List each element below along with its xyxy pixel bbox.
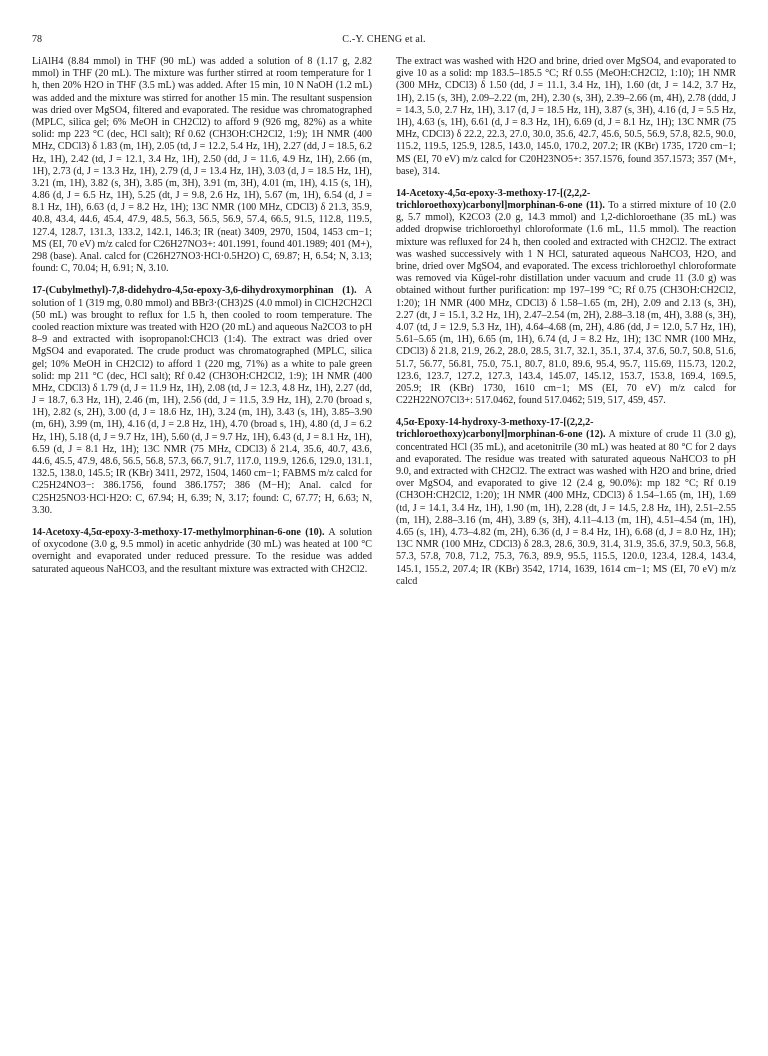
paragraph <box>32 527 372 576</box>
paragraph <box>32 56 372 275</box>
page-number: 78 <box>32 34 42 45</box>
running-head: C.-Y. CHENG et al. <box>342 34 426 45</box>
paragraph-text: A solution of 1 (319 mg, 0.80 mmol) and BBr3·(CH3)2S (4.0 mmol) in ClCH2CH2Cl (50 mL) was brought to reflux for 1.5 h, then cooled to room temperature. The cooled reaction mixture was treated with H2O (20 mL) and aqueous Na2CO3 to pH 8–9 and extracted with isopropanol:CHCl3 (1:4). The extract was dried over MgSO4 and evaporated. The crude product was chromatographed (MPLC, silica gel; 10% MeOH in CH2Cl2) to afford 1 (220 mg, 71%) as a white to pale green solid: mp 211 °C (dec, HCl salt); Rf 0.42 (CH3OH:CH2Cl2, 1:9); 1H NMR (400 MHz, CDCl3) δ 1.79 (d, J = 11.9 Hz, 1H), 2.08 (td, J = 12.3, 4.8 Hz, 1H), 2.27 (dd, J = 18.7, 6.3 Hz, 1H), 2.46 (m, 1H), 2.56 (dd, J = 11.5, 3.9 Hz, 1H), 2.70 (broad s, 1H), 2.82 (s, 2H), 3.00 (d, J = 18.6 Hz, 1H), 3.24 (m, 1H), 3.43 (s, 1H), 3.85–3.90 (m, 6H), 3.99 (m, 1H), 4.16 (d, J = 2.8 Hz, 1H), 4.70 (broad s, 1H), 4.80 (d, J = 6.2 Hz, 1H), 5.18 (d, J = 9.7 Hz, 1H), 5.60 (d, J = 9.7 Hz, 1H), 6.43 (d, J = 8.1 Hz, 1H), 6.59 (d, J = 8.1 Hz, 1H); 13C NMR (75 MHz, CDCl3) δ 21.4, 35.6, 40.7, 43.6, 44.6, 45.5, 47.9, 48.6, 56.5, 56.8, 57.3, 66.7, 91.7, 117.0, 119.9, 126.6, 129.0, 131.1, 132.5, 138.0, 145.5; IR (KBr) 3411, 2972, 1504, 1460 cm−1; FABMS m/z calcd for C25H24NO3−: 386.1756, found 386.1757; 386 (M−H); Anal. calcd for C25H25NO3·HCl·H2O: C, 67.94; H, 6.39; N, 3.17; found: C, 67.77; H, 6.63; N, 3.30. <box>32 285 373 516</box>
paragraph-text: The extract was washed with H2O and brine, dried over MgSO4, and evaporated to give 10 as a solid: mp 183.5–185.5 °C; Rf 0.55 (MeOH:CH2Cl2, 1:10); 1H NMR (300 MHz, CDCl3) δ 1.50 (dd, J = 11.1, 3.4 Hz, 1H), 1.60 (dt, J = 14.2, 3.7 Hz, 1H), 2.15 (s, 3H), 2.09–2.22 (m, 2H), 2.30 (s, 3H), 2.39–2.66 (m, 4H), 2.78 (ddd, J = 14.3, 5.0, 2.7 Hz, 1H), 3.17 (d, J = 18.5 Hz, 1H), 3.87 (s, 3H), 4.16 (d, J = 5.5 Hz, 1H), 4.63 (s, 1H), 6.61 (d, J = 8.3 Hz, 1H), 6.69 (d, J = 8.1 Hz, 1H); 13C NMR (75 MHz, CDCl3) δ 22.2, 22.3, 27.0, 30.0, 35.6, 42.7, 45.6, 50.5, 56.9, 57.8, 82.5, 90.0, 115.2, 119.5, 125.9, 128.5, 143.0, 145.0, 170.2, 207.2; IR (KBr) 1735, 1720 cm−1; MS (EI, 70 eV) m/z calcd for C20H23NO5+: 357.1576, found 357.1573; 357 (M+, base), 314. <box>396 56 736 177</box>
compound-heading: 4,5α-Epoxy-14-hydroxy-3-methoxy-17-[(2,2,2-trichloroethoxy)carbonyl]morphinan-6-one (12). <box>396 417 606 441</box>
compound-heading: 14-Acetoxy-4,5α-epoxy-3-methoxy-17-[(2,2,2-trichloroethoxy)carbonyl]morphinan-6-one (11). <box>396 187 605 212</box>
paragraph-text: A mixture of crude 11 (3.0 g), concentrated HCl (35 mL), and acetonitrile (30 mL) was heated at 80 °C for 2 days and evaporated. The residue was treated with saturated aqueous NaHCO3 to pH 9.0, and extracted with CH2Cl2. The extract was washed with H2O and brine, dried over MgSO4, and evaporated to give 12 (2.4 g, 90.0%): mp 182 °C; Rf 0.19 (CH3OH:CH2Cl2, 1:20); 1H NMR (400 MHz, CDCl3) δ 1.54–1.65 (m, 1H), 1.69 (td, J = 14.1, 3.4 Hz, 1H), 1.90 (m, 1H), 2.28 (dt, J = 14.5, 2.8 Hz, 1H), 2.51–2.55 (m, 1H), 2.88–3.16 (m, 4H), 3.89 (s, 3H), 4.11–4.13 (m, 1H), 4.51–4.54 (m, 1H), 4.65 (s, 1H), 4.73–4.82 (m, 2H), 6.36 (d, J = 8.4 Hz, 1H), 6.68 (d, J = 8.0 Hz, 1H); 13C NMR (100 MHz, CDCl3) δ 28.3, 28.6, 30.9, 31.4, 31.9, 35.6, 37.9, 50.3, 56.8, 57.3, 57.8, 70.8, 71.2, 75.3, 76.3, 89.9, 95.5, 115.5, 120.0, 123.4, 128.4, 143.4, 145.1, 155.2, 207.4; IR (KBr) 3542, 1714, 1639, 1614 cm−1; MS (EI, 70 eV) m/z calcd <box>396 429 736 587</box>
paragraph <box>396 56 736 178</box>
compound-heading: 17-(Cubylmethyl)-7,8-didehydro-4,5α-epoxy-3,6-dihydroxymorphinan (1). <box>32 285 357 297</box>
left-column <box>32 56 372 576</box>
paragraph-text: A solution of oxycodone (3.0 g, 9.5 mmol) in acetic anhydride (30 mL) was heated at 100 °C overnight and evaporated under reduced pressure. To the residue was added saturated aqueous NaHCO3, and the resultant mixture was extracted with CH2Cl2. <box>32 526 373 575</box>
paragraph <box>396 417 736 588</box>
paragraph-text: To a stirred mixture of 10 (2.0 g, 5.7 mmol), K2CO3 (2.0 g, 14.3 mmol) and 1,2-dichloroethane (35 mL) was added dropwise trichloroethyl chloroformate (1.6 mL, 11.5 mmol). The reaction mixture was refluxed for 24 h, then cooled and extracted with CH2Cl2. The extract was washed successively with 1 N HCl, saturated aqueous NaHCO3, H2O, and brine, dried over MgSO4, and evaporated. The excess trichloroethyl chloroformate was removed via Kügel-rohr distillation under vacuum and crude 11 (3.0 g) was obtained without further purification: mp 197–199 °C; Rf 0.75 (CH3OH:CH2Cl2, 1:20); 1H NMR (400 MHz, CDCl3) δ 1.58–1.65 (m, 2H), 2.09 and 2.13 (s, 3H), 2.27 (dt, J = 15.1, 3.2 Hz, 1H), 2.47–2.54 (m, 2H), 2.88–3.18 (m, 4H), 3.88 (s, 3H), 4.07 (td, J = 12.9, 5.3 Hz, 1H), 4.64–4.68 (m, 2H), 4.86 (dd, J = 12.0, 5.7 Hz, 1H), 5.61–5.65 (m, 1H), 6.65 (m, 1H), 6.74 (d, J = 8.2 Hz, 1H); 13C NMR (100 MHz, CDCl3) δ 21.8, 21.9, 26.2, 28.0, 28.5, 31.7, 32.1, 35.1, 37.4, 37.6, 50.7, 50.8, 51.6, 51.7, 56.77, 56.81, 75.0, 75.1, 80.7, 81.0, 89.6, 95.4, 95.7, 115.69, 115.73, 120.2, 123.6, 123.7, 127.2, 127.3, 143.4, 145.07, 145.12, 153.7, 153.8, 169.4, 169.5, 205.9; IR (KBr) 1730, 1610 cm−1; MS (EI, 70 eV) m/z calcd for C22H22NO7Cl3+: 517.0462, found 517.0462; 519, 517, 459, 457. <box>396 200 737 407</box>
paragraph-text: LiAlH4 (8.84 mmol) in THF (90 mL) was added a solution of 8 (1.17 g, 2.82 mmol) in THF (20 mL). The mixture was further stirred at room temperature for 1 h, then 20% H2O in THF (3.5 mL) was added. After 15 min, 10 N NaOH (1.2 mL) was added and the mixture was stirred for another 15 min. The resultant suspension was dried over MgSO4, filtered and evaporated. The residue was chromatographed (MPLC, silica gel; 6% MeOH in CH2Cl2) to afford 9 (926 mg, 82%) as a white solid: mp 223 °C (dec, HCl salt); Rf 0.62 (CH3OH:CH2Cl2, 1:9); 1H NMR (400 MHz, CDCl3) δ 1.83 (m, 1H), 2.05 (td, J = 12.2, 5.4 Hz, 1H), 2.27 (dd, J = 18.5, 6.2 Hz, 1H), 2.42 (td, J = 12.1, 3.4 Hz, 1H), 2.50 (dd, J = 11.6, 4.9 Hz, 1H), 2.66 (m, 1H), 2.73 (d, J = 13.3 Hz, 1H), 2.79 (d, J = 13.4 Hz, 1H), 3.03 (d, J = 18.5 Hz, 1H), 3.21 (m, 1H), 3.82 (s, 3H), 3.85 (m, 3H), 3.91 (m, 3H), 4.01 (m, 1H), 4.15 (s, 1H), 4.86 (d, J = 6.5 Hz, 1H), 5.25 (dt, J = 9.8, 2.6 Hz, 1H), 5.67 (m, 1H), 6.54 (d, J = 8.1 Hz, 1H), 6.63 (d, J = 8.2 Hz, 1H); 13C NMR (100 MHz, CDCl3) δ 21.3, 35.9, 40.8, 43.4, 44.6, 45.4, 47.9, 48.5, 56.3, 56.5, 56.9, 57.4, 66.5, 91.5, 112.8, 119.5, 127.4, 128.7, 131.3, 133.2, 142.1, 146.3; IR (neat) 3409, 2970, 1504, 1453 cm−1; MS (EI, 70 eV) m/z calcd for C26H27NO3+: 401.1991, found 401.1989; 401 (M+), 298 (base). Anal. calcd for (C26H27NO3·HCl·0.5H2O) C, 69.87; H, 6.54; N, 3.13; found: C, 70.04; H, 6.91; N, 3.10. <box>32 56 372 275</box>
paragraph <box>396 188 736 407</box>
compound-heading: 14-Acetoxy-4,5α-epoxy-3-methoxy-17-methylmorphinan-6-one (10). <box>32 526 325 538</box>
right-column <box>396 56 736 588</box>
paragraph <box>32 285 372 517</box>
page-header <box>32 34 736 48</box>
